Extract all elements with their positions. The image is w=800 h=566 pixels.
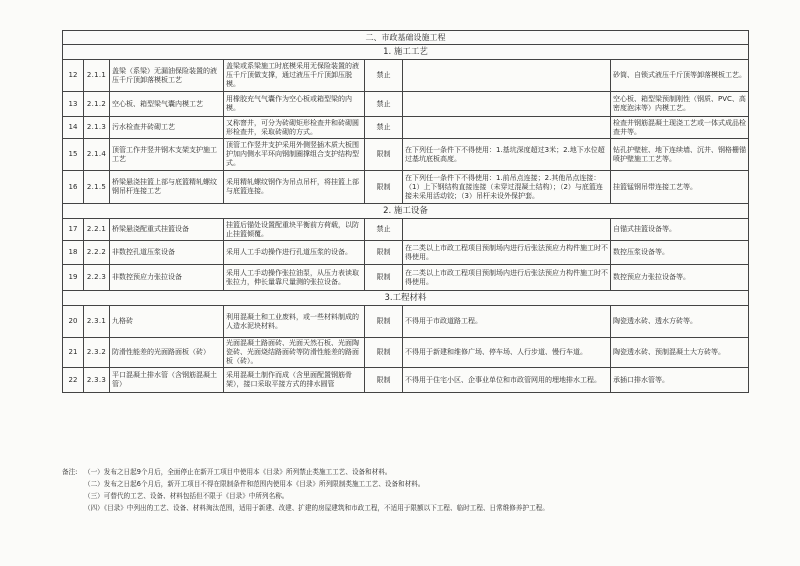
table-row [63,219,749,241]
note-item: （一）发布之日起9个月后，全面停止在新开工项目中使用本《目录》所列禁止类施工工艺、设备和材料。 [84,468,392,476]
row-type: 禁止 [365,117,403,139]
row-type: 限制 [365,306,403,338]
row-name: 非数控预应力张拉设备 [110,265,224,291]
row-type: 禁止 [365,92,403,117]
category-title: 3.工程材料 [63,291,749,306]
category-title: 1. 施工工艺 [63,45,749,60]
notes-label: 备注: [62,468,78,476]
row-reason: 光面混凝土路面砖、光面天然石板、光面陶瓷砖、光面烧结路面砖等防滑性能差的路面板（砖）。 [224,338,365,368]
row-condition: 不得用于住宅小区、企事业单位和市政管网用的埋地排水工程。 [403,368,611,393]
table-row [63,60,749,92]
row-name: 非数控孔道压浆设备 [110,241,224,265]
row-type: 限制 [365,241,403,265]
row-type: 限制 [365,338,403,368]
row-number: 19 [63,265,84,291]
row-name: 盖梁（系梁）无漏油保险装置的液压千斤顶卸落模板工艺 [110,60,224,92]
row-alternative: 陶瓷透水砖、透水方砖等。 [611,306,749,338]
row-alternative: 数控预应力张拉设备等。 [611,265,749,291]
note-line [62,478,752,490]
section-title: 二、市政基础设施工程 [63,31,749,45]
table-row [63,171,749,204]
row-code: 2.1.1 [84,60,110,92]
row-code: 2.3.1 [84,306,110,338]
row-code: 2.1.2 [84,92,110,117]
row-alternative: 承插口排水管等。 [611,368,749,393]
row-name: 顶管工作井竖井钢木支架支护施工工艺 [110,139,224,171]
table-row [63,92,749,117]
row-number: 20 [63,306,84,338]
table-row [63,338,749,368]
table-row [63,241,749,265]
row-reason: 又称窨井，可分为砖砌矩形检查井和砖砌圆形检查井，采取砖砌的方式。 [224,117,365,139]
row-reason: 顶管工作竖井支护采用外侧竖插木质大板围护加内侧水平环向钢制圈撑组合支护结构型式。 [224,139,365,171]
row-type: 限制 [365,368,403,393]
row-condition: 不得用于市政道路工程。 [403,306,611,338]
note-line [62,466,752,478]
row-alternative: 陶瓷透水砖、预制混凝土大方砖等。 [611,338,749,368]
table-row [63,117,749,139]
row-reason: 利用混凝土和工业废料，或一些材料制成的人造水泥块材料。 [224,306,365,338]
row-alternative: 检查井钢筋混凝土现浇工艺或一体式成品检查井等。 [611,117,749,139]
row-code: 2.1.3 [84,117,110,139]
row-alternative: 自锚式挂篮设备等。 [611,219,749,241]
row-type: 限制 [365,171,403,204]
row-reason: 采用人工手动操作张拉油泵，从压力表读取张拉力，伸长量靠尺量测的张拉设备。 [224,265,365,291]
row-code: 2.1.4 [84,139,110,171]
row-reason: 用橡胶充气气囊作为空心板或箱型梁的内模。 [224,92,365,117]
row-number: 12 [63,60,84,92]
row-number: 16 [63,171,84,204]
row-condition: 在二类以上市政工程项目预制场内进行后张法预应力构件施工时不得使用。 [403,265,611,291]
row-reason: 采用混凝土制作而成（含里面配置钢筋骨架），接口采取平接方式的排水圆管 [224,368,365,393]
row-code: 2.2.1 [84,219,110,241]
category-title: 2. 施工设备 [63,204,749,219]
row-number: 13 [63,92,84,117]
category-row [63,204,749,219]
row-reason: 采用人工手动操作进行孔道压浆的设备。 [224,241,365,265]
row-code: 2.1.5 [84,171,110,204]
row-alternative: 数控压浆设备等。 [611,241,749,265]
row-alternative: 砂筒、自锁式液压千斤顶等卸落模板工艺。 [611,60,749,92]
row-name: 污水检查井砖砌工艺 [110,117,224,139]
row-condition [403,117,611,139]
table-row [63,306,749,338]
row-condition [403,92,611,117]
section-title-row [63,31,749,45]
row-condition: 在下列任一条件下不得使用：1.前吊点连接；2.其他吊点连接：（1）上下钢结构直接连接（未穿过混凝土结构）；（2）与底篮连接未采用活动铰；（3）吊杆未设外保护套。 [403,171,611,204]
row-reason: 盖梁或系梁施工时底模采用无保险装置的液压千斤顶做支撑，通过液压千斤顶卸压脱模。 [224,60,365,92]
table-row [63,368,749,393]
row-number: 21 [63,338,84,368]
row-code: 2.3.2 [84,338,110,368]
row-number: 22 [63,368,84,393]
row-name: 九格砖 [110,306,224,338]
notes-block [62,466,752,514]
row-name: 空心板、箱型梁气囊内模工艺 [110,92,224,117]
row-condition: 在二类以上市政工程项目预制场内进行后张法预应力构件施工时不得使用。 [403,241,611,265]
row-name: 桥梁悬浇挂篮上部与底篮精轧螺纹钢吊杆连接工艺 [110,171,224,204]
row-name: 平口混凝土排水管（含钢筋混凝土管） [110,368,224,393]
row-number: 17 [63,219,84,241]
row-name: 防滑性能差的光面路面板（砖） [110,338,224,368]
row-code: 2.3.3 [84,368,110,393]
row-alternative: 空心板、箱型梁预制刚性（钢质、PVC、高密度泡沫等）内模工艺。 [611,92,749,117]
table-row [63,139,749,171]
row-condition [403,219,611,241]
row-number: 15 [63,139,84,171]
row-name: 桥梁悬浇配重式挂篮设备 [110,219,224,241]
row-condition: 在下列任一条件下不得使用：1.基坑深度超过3米；2.地下水位超过基坑底板高度。 [403,139,611,171]
row-reason: 挂篮后锚处设置配重块平衡前方荷载，以防止挂篮倾覆。 [224,219,365,241]
note-line [62,502,752,514]
row-condition: 不得用于新建和维修广场、停车场、人行步道、慢行车道。 [403,338,611,368]
row-alternative: 挂篮锰钢吊带连接工艺等。 [611,171,749,204]
row-type: 禁止 [365,60,403,92]
note-line [62,490,752,502]
category-row [63,291,749,306]
row-number: 18 [63,241,84,265]
row-type: 限制 [365,265,403,291]
row-type: 禁止 [365,219,403,241]
row-code: 2.2.2 [84,241,110,265]
note-item: （三）可替代的工艺、设备、材料包括但不限于《目录》中所列名称。 [84,492,289,500]
table-body [63,31,749,393]
row-type: 限制 [365,139,403,171]
category-row [63,45,749,60]
row-reason: 采用精轧螺纹钢作为吊点吊杆，将挂篮上部与底篮连接。 [224,171,365,204]
note-item: （四）《目录》中列出的工艺、设备、材料淘汰范围，适用于新建、改建、扩建的房屋建筑和市政工程，不适用于限额以下工程、临时工程、日常维修养护工程。 [84,504,549,512]
table-row [63,265,749,291]
row-alternative: 钻孔护壁桩、地下连续墙、沉井、钢格栅锚喷护壁施工工艺等。 [611,139,749,171]
row-condition [403,60,611,92]
catalog-table [62,30,749,393]
note-item: （二）发布之日起6个月后，新开工项目不得在限制条件和范围内使用本《目录》所列限制类施工工艺、设备和材料。 [84,480,425,488]
row-number: 14 [63,117,84,139]
document-sheet [62,30,748,393]
row-code: 2.2.3 [84,265,110,291]
